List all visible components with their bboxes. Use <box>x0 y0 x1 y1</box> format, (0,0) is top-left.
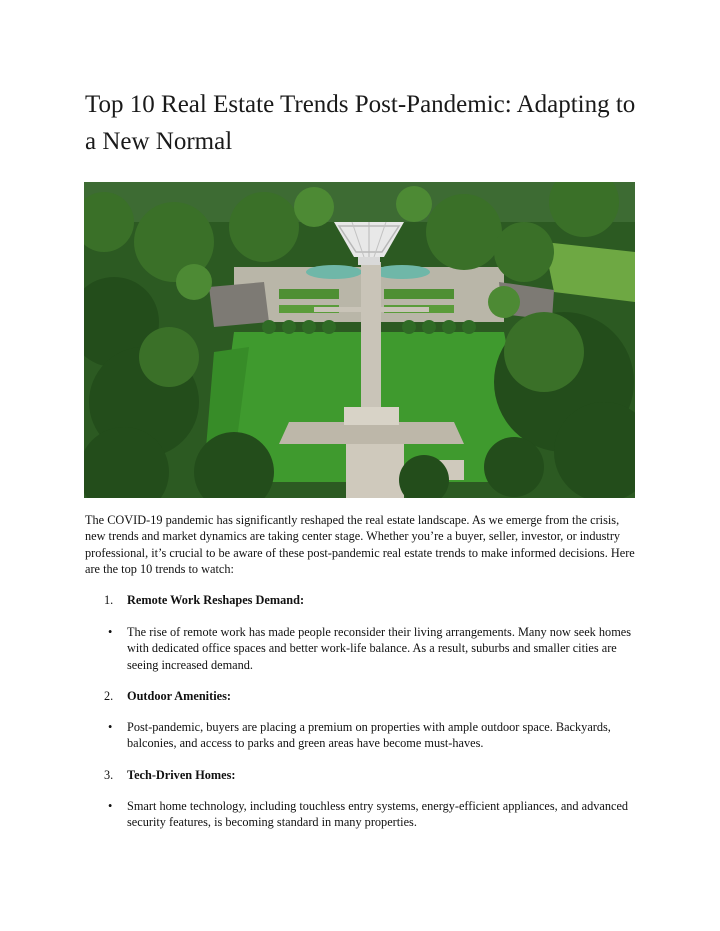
bullet-icon: • <box>108 625 113 639</box>
trend-bullet-text: The rise of remote work has made people reconsider their living arrangements. Many now seek homes with dedicated office spaces and better work-life balance. As a result, suburbs and smaller cities are seeing increased demand. <box>127 625 632 672</box>
trend-bullet-text: Smart home technology, including touchless entry systems, energy-efficient appliances, and advanced security features, is becoming standard in many properties. <box>127 799 629 830</box>
trend-number: 1. <box>104 593 114 607</box>
article-title: Top 10 Real Estate Trends Post-Pandemic: Adapting to a New Normal <box>85 91 636 155</box>
trend-number: 2. <box>104 689 114 703</box>
trend-heading-text: Remote Work Reshapes Demand: <box>127 593 305 607</box>
trend-heading-text: Outdoor Amenities: <box>127 689 231 703</box>
bullet-icon: • <box>108 799 113 813</box>
bullet-icon: • <box>108 720 113 734</box>
aerial-park-photo <box>84 182 635 498</box>
trend-bullet-text: Post-pandemic, buyers are placing a premium on properties with ample outdoor space. Backyards, balconies, and access to parks and green areas have become must-haves. <box>127 720 611 751</box>
trend-heading-text: Tech-Driven Homes: <box>127 768 236 782</box>
trend-number: 3. <box>104 768 114 782</box>
aerial-park-illustration <box>84 182 635 498</box>
article-intro: The COVID-19 pandemic has significantly reshaped the real estate landscape. As we emerge from the crisis, new trends and market dynamics are taking center stage. Whether you’re a buyer, seller, investor, or industry professional, it’s crucial to be aware of these post-pandemic real estate trends to make informed decisions. Here are the top 10 trends to watch: <box>85 513 635 577</box>
